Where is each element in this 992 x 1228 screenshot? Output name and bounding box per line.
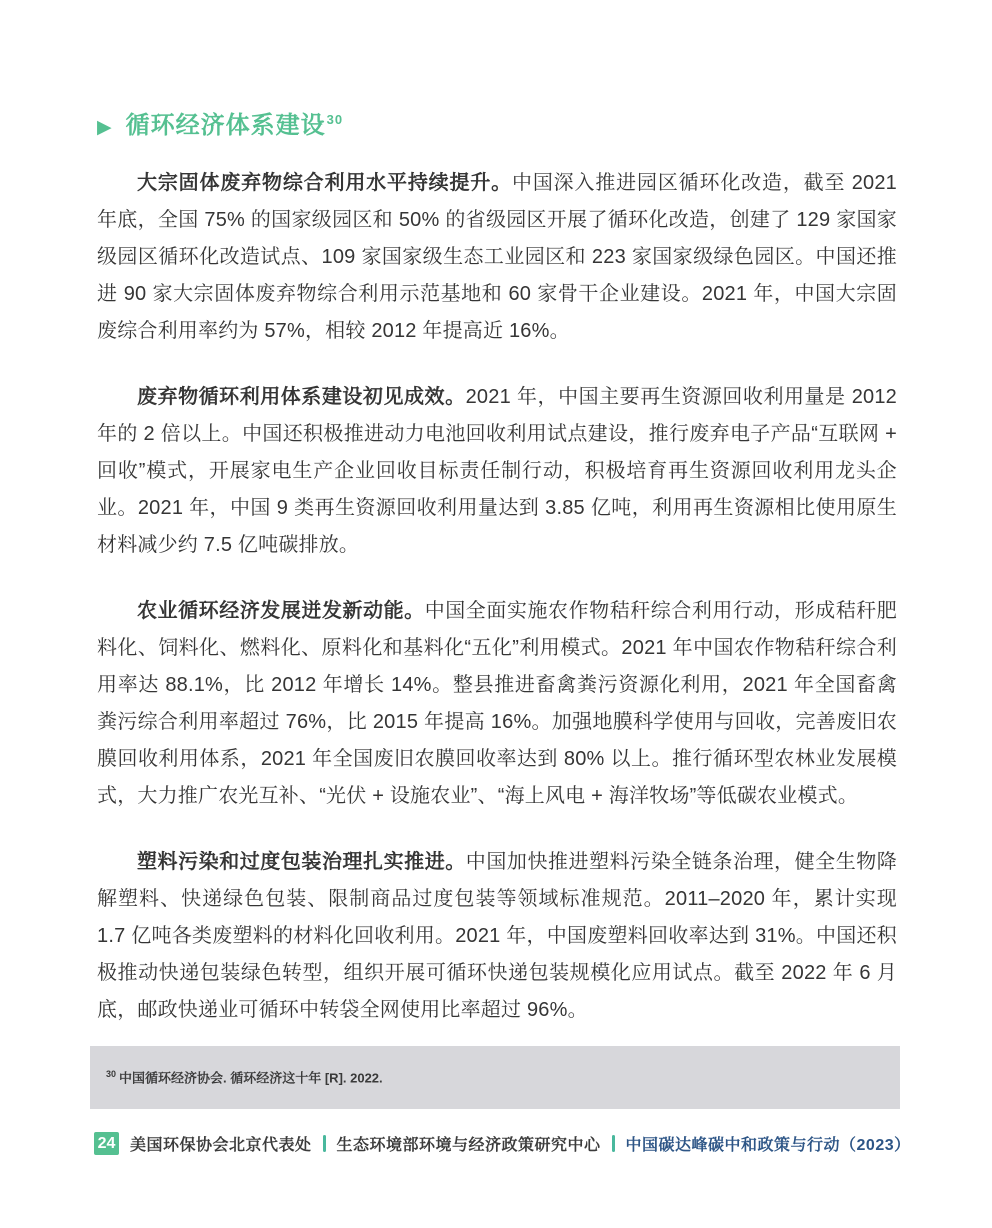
page-footer	[94, 1132, 911, 1155]
paragraph-body: 中国深入推进园区循环化改造，截至 2021 年底，全国 75% 的国家级园区和 50% 的省级园区开展了循环化改造，创建了 129 家国家级园区循环化改造试点、109 家国家级生态工业园区和 223 家国家级绿色园区。中国还推进 90 家大宗固体废弃物综合利用示范基地和 60 家骨干企业建设。2021 年，中国大宗固废综合利用率约为 57%，相较 2012 年提高近 16%。	[97, 171, 898, 342]
paragraph-agriculture	[97, 593, 897, 815]
paragraph-waste-recycling	[97, 379, 897, 564]
footer-org-secondary: 生态环境部环境与经济政策研究中心	[336, 1137, 601, 1154]
section-heading	[97, 112, 897, 141]
paragraph-plastic	[97, 844, 897, 1029]
section-title	[126, 112, 343, 141]
footnote-number: 30	[106, 1069, 117, 1079]
section-title-footnote-ref: 30	[326, 112, 344, 127]
footnote	[106, 1069, 880, 1087]
footnote-box	[90, 1046, 900, 1109]
section-title-text: 循环经济体系建设	[125, 112, 326, 139]
paragraph-body: 中国加快推进塑料污染全链条治理，健全生物降解塑料、快递绿色包装、限制商品过度包装等领域标准规范。2011–2020 年，累计实现 1.7 亿吨各类废塑料的材料化回收利用。2021 年，中国废塑料回收率达到 31%。中国还积极推动快递包装绿色转型，组织开展可循环快递包装规模化应用试点。截至 2022 年 6 月底，邮政快递业可循环中转袋全网使用比率超过 96%。	[97, 850, 897, 1021]
footer-org-primary: 美国环保协会北京代表处	[130, 1137, 312, 1154]
footer-divider	[612, 1135, 615, 1152]
paragraph-lead: 大宗固体废弃物综合利用水平持续提升。	[137, 171, 512, 194]
paragraph-lead: 废弃物循环利用体系建设初见成效。	[137, 385, 466, 408]
footer-divider	[323, 1135, 326, 1152]
paragraph-solid-waste	[97, 165, 897, 350]
footer-report-title: 中国碳达峰碳中和政策与行动（2023）	[625, 1137, 911, 1154]
footnote-text: 中国循环经济协会. 循环经济这十年 [R]. 2022.	[119, 1070, 383, 1086]
paragraph-lead: 塑料污染和过度包装治理扎实推进。	[137, 850, 466, 873]
page-number-badge: 24	[94, 1132, 119, 1155]
paragraph-lead: 农业循环经济发展迸发新动能。	[137, 599, 425, 622]
paragraph-body: 中国全面实施农作物秸秆综合利用行动，形成秸秆肥料化、饲料化、燃料化、原料化和基料化“五化”利用模式。2021 年中国农作物秸秆综合利用率达 88.1%，比 2012 年增长 14%。整县推进畜禽粪污资源化利用，2021 年全国畜禽粪污综合利用率超过 76%，比 2015 年提高 16%。加强地膜科学使用与回收，完善废旧农膜回收利用体系，2021 年全国废旧农膜回收率达到 80% 以上。推行循环型农林业发展模式，大力推广农光互补、“光伏 + 设施农业”、“海上风电 + 海洋牧场”等低碳农业模式。	[97, 599, 897, 807]
paragraph-body: 2021 年，中国主要再生资源回收利用量是 2012 年的 2 倍以上。中国还积极推进动力电池回收利用试点建设，推行废弃电子产品“互联网 + 回收”模式，开展家电生产企业回收目标责任制行动，积极培育再生资源回收利用龙头企业。2021 年，中国 9 类再生资源回收利用量达到 3.85 亿吨，利用再生资源相比使用原生材料减少约 7.5 亿吨碳排放。	[97, 385, 897, 556]
page-content	[97, 112, 897, 1058]
section-marker-icon: ▶	[97, 116, 112, 138]
